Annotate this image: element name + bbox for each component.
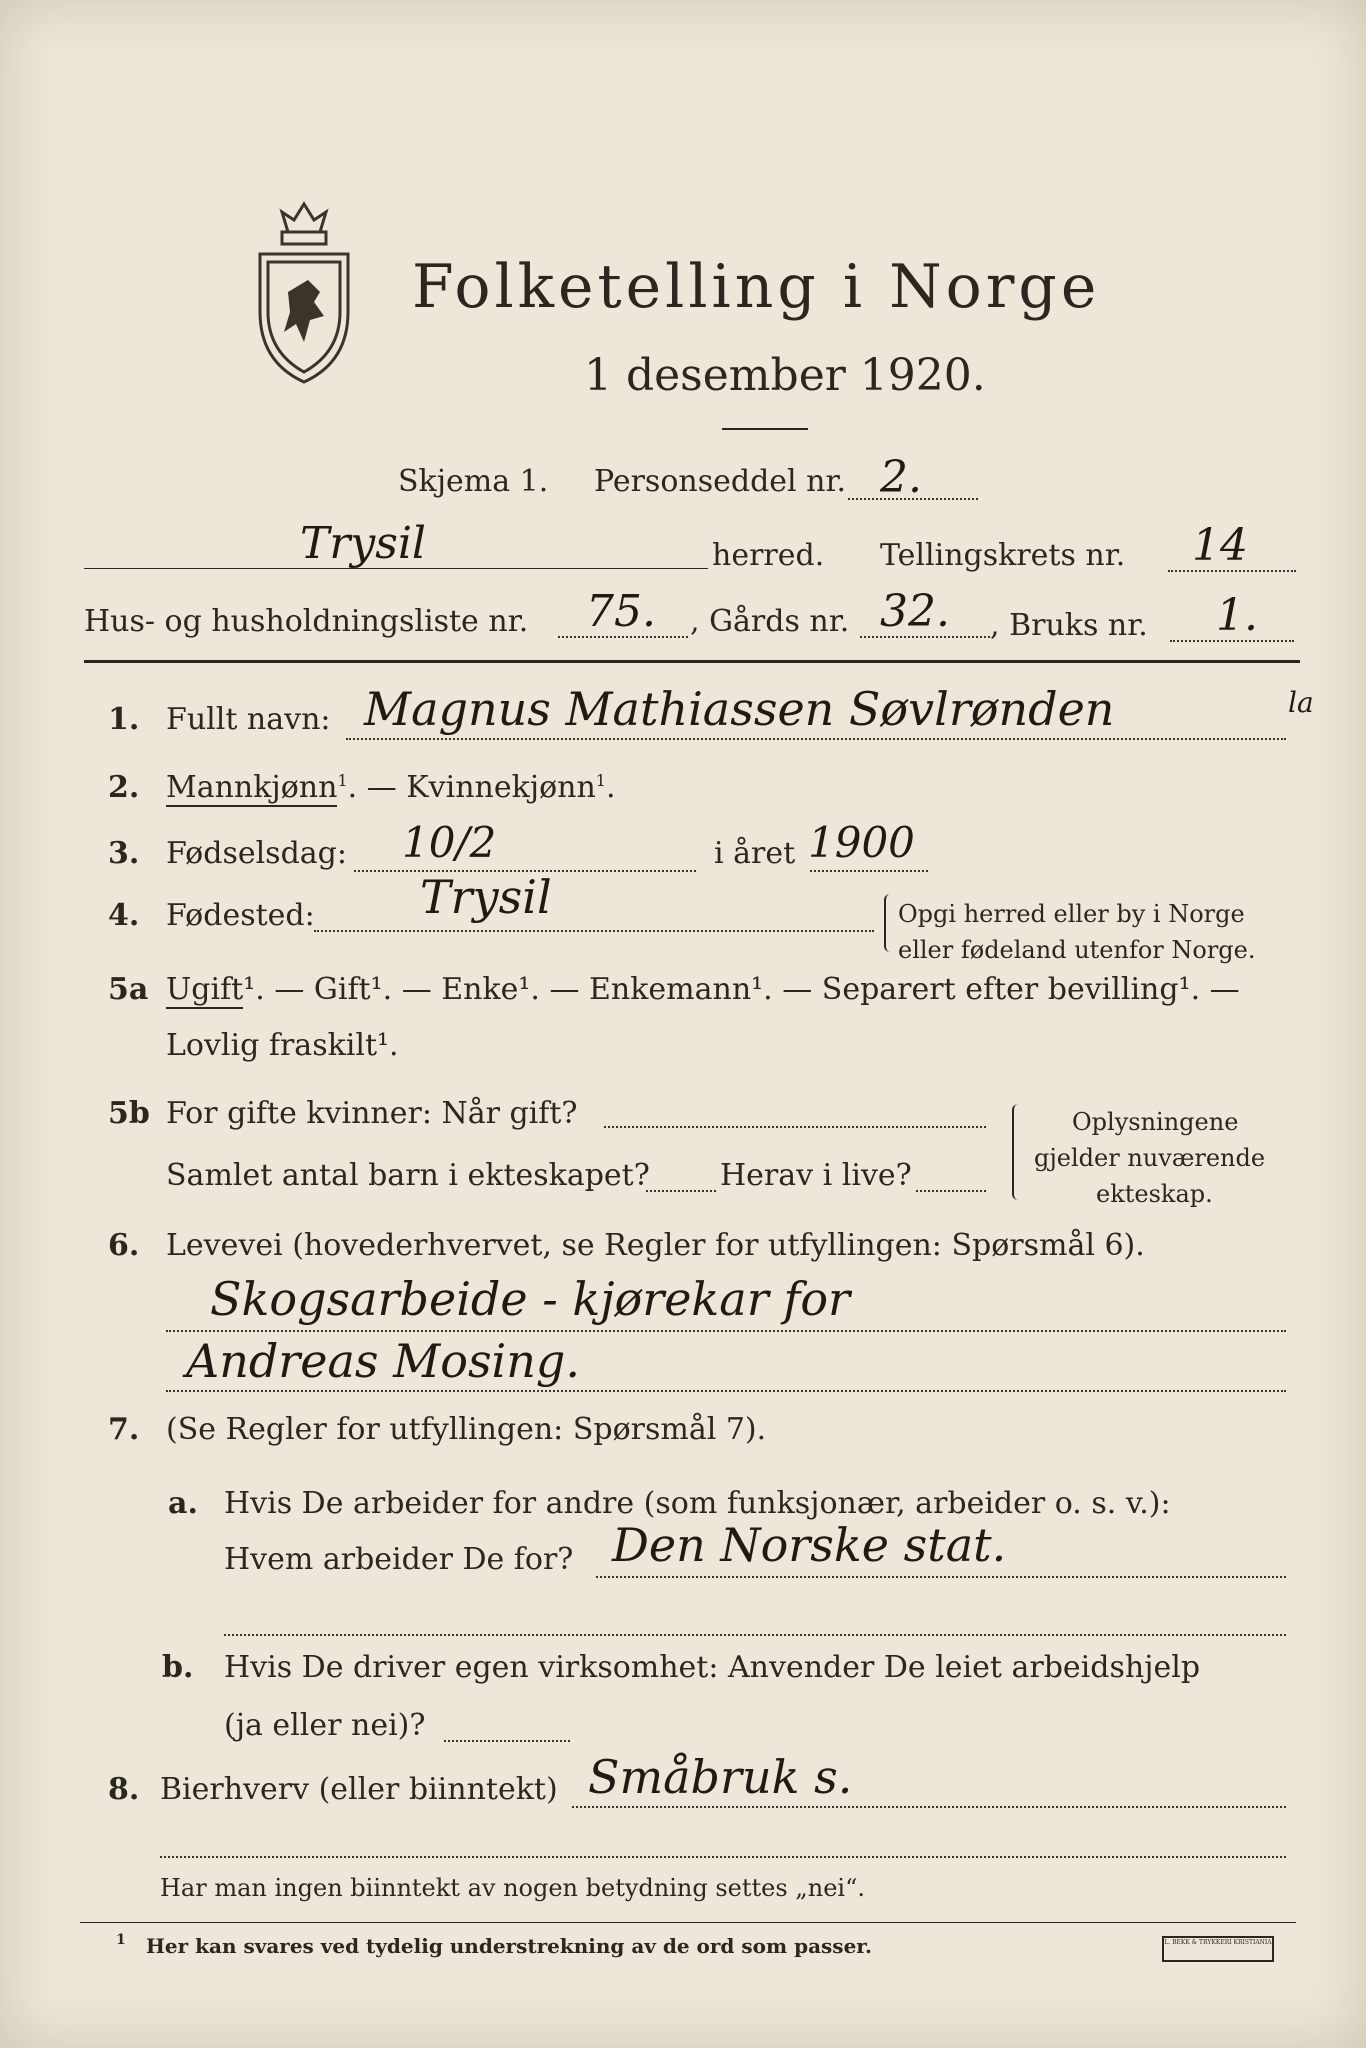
q7a-number: a.	[168, 1486, 198, 1521]
q7-number: 7.	[108, 1412, 140, 1447]
q7b-label: Hvis De driver egen virksomhet: Anvender De leiet arbeidshjelp	[224, 1650, 1201, 1685]
q8-label: Bierhverv (eller biinntekt)	[160, 1772, 558, 1807]
gards-label: , Gårds nr.	[690, 604, 850, 639]
employer-value: Den Norske stat.	[612, 1518, 1007, 1572]
side-income-field-line	[572, 1806, 1286, 1808]
census-date: 1 desember 1920.	[584, 350, 986, 401]
herred-value: Trysil	[300, 518, 426, 569]
year-field-line	[810, 870, 928, 872]
birthplace-note-2: eller fødeland utenfor Norge.	[898, 936, 1256, 964]
employer-field-line-2	[224, 1634, 1286, 1636]
female-footnote-marker: 1	[595, 771, 606, 790]
q5b-label-1: For gifte kvinner: Når gift?	[166, 1096, 578, 1131]
birthplace-note-brace	[884, 894, 896, 952]
hus-label: Hus- og husholdningsliste nr.	[84, 604, 529, 639]
marriage-note-brace	[1012, 1104, 1024, 1200]
form-title: Folketelling i Norge	[412, 252, 1101, 322]
footer-divider	[80, 1922, 1296, 1923]
year-label: i året	[714, 836, 796, 871]
tellingskrets-label: Tellingskrets nr.	[880, 538, 1126, 573]
full-name-value: Magnus Mathiassen Søvlrønden	[364, 682, 1115, 736]
gender-end: .	[605, 770, 616, 805]
q7b-label-2: (ja eller nei)?	[224, 1708, 426, 1743]
male-footnote-marker: 1	[337, 771, 348, 790]
q6-number: 6.	[108, 1228, 140, 1263]
q6-label: Levevei (hovederhvervet, se Regler for utfyllingen: Spørsmål 6).	[166, 1228, 1145, 1263]
q2-options	[166, 770, 616, 805]
ugift-option: Ugift	[166, 972, 244, 1007]
birthplace-note-1: Opgi herred eller by i Norge	[898, 900, 1245, 928]
personseddel-value: 2.	[880, 452, 922, 503]
marriage-note-3: ekteskap.	[1096, 1180, 1213, 1208]
birthday-value: 10/2	[402, 818, 497, 867]
footer-note: Har man ingen biinntekt av nogen betydning settes „nei“.	[160, 1874, 865, 1902]
occupation-value-2: Andreas Mosing.	[186, 1334, 580, 1388]
title-divider	[722, 428, 808, 430]
q3-number: 3.	[108, 836, 140, 871]
gards-value: 32.	[880, 586, 950, 637]
q2-number: 2.	[108, 770, 140, 805]
q7a-label-2: Hvem arbeider De for?	[224, 1542, 574, 1577]
schema-label: Skjema 1.	[398, 464, 549, 499]
full-name-extra: la	[1288, 686, 1314, 719]
alive-field-line	[916, 1190, 986, 1192]
q5a-number: 5a	[108, 972, 149, 1007]
married-date-field-line	[604, 1126, 986, 1128]
q3-label: Fødselsdag:	[166, 836, 347, 871]
q5b-label-2: Samlet antal barn i ekteskapet?	[166, 1158, 650, 1193]
printer-stamp: L. BEKK & TRYKKERI KRISTIANIA	[1162, 1936, 1274, 1962]
herred-label: herred.	[712, 538, 825, 573]
q7a-label: Hvis De arbeider for andre (som funksjonær, arbeider o. s. v.):	[224, 1486, 1171, 1521]
occupation-value-1: Skogsarbeide - kjørekar for	[210, 1272, 851, 1326]
gender-separator: . —	[347, 770, 397, 805]
q5b-number: 5b	[108, 1096, 150, 1131]
q4-number: 4.	[108, 898, 140, 933]
tellingskrets-value: 14	[1192, 520, 1248, 571]
side-income-value: Småbruk s.	[588, 1750, 853, 1804]
bruks-label: , Bruks nr.	[990, 608, 1148, 643]
bruks-value: 1.	[1216, 590, 1258, 641]
q5b-label-3: Herav i live?	[720, 1158, 912, 1193]
children-field-line	[646, 1190, 716, 1192]
marital-options: ¹. — Gift¹. — Enke¹. — Enkemann¹. — Separert efter bevilling¹. —	[243, 972, 1240, 1007]
employer-field-line	[596, 1576, 1286, 1578]
marriage-note-1: Oplysningene	[1072, 1108, 1239, 1136]
hired-help-field-line	[444, 1740, 570, 1742]
occupation-field-line-1	[166, 1330, 1286, 1332]
female-option: Kvinnekjønn	[406, 770, 596, 805]
footnote-text: Her kan svares ved tydelig understrekning av de ord som passer.	[146, 1934, 872, 1958]
personseddel-label: Personseddel nr.	[594, 464, 847, 499]
norwegian-coat-of-arms-icon	[248, 192, 360, 388]
birthplace-field-line	[314, 930, 874, 932]
occupation-field-line-2	[166, 1390, 1286, 1392]
birth-year-value: 1900	[808, 818, 915, 867]
q1-label: Fullt navn:	[166, 702, 331, 737]
q1-number: 1.	[108, 702, 140, 737]
q4-label: Fødested:	[166, 898, 315, 933]
hus-value: 75.	[586, 586, 656, 637]
q5a-options	[166, 972, 1240, 1007]
male-option: Mannkjønn	[166, 770, 338, 805]
q1-field-line	[346, 738, 1286, 740]
q7-label: (Se Regler for utfyllingen: Spørsmål 7).	[166, 1412, 767, 1447]
q5a-line2: Lovlig fraskilt¹.	[166, 1028, 399, 1063]
q7b-number: b.	[162, 1650, 194, 1685]
q8-number: 8.	[108, 1772, 140, 1807]
birthplace-value: Trysil	[420, 870, 552, 924]
marriage-note-2: gjelder nuværende	[1034, 1144, 1266, 1172]
side-income-field-line-2	[160, 1856, 1286, 1858]
footnote-number: 1	[116, 1932, 126, 1948]
section-divider	[84, 660, 1300, 663]
